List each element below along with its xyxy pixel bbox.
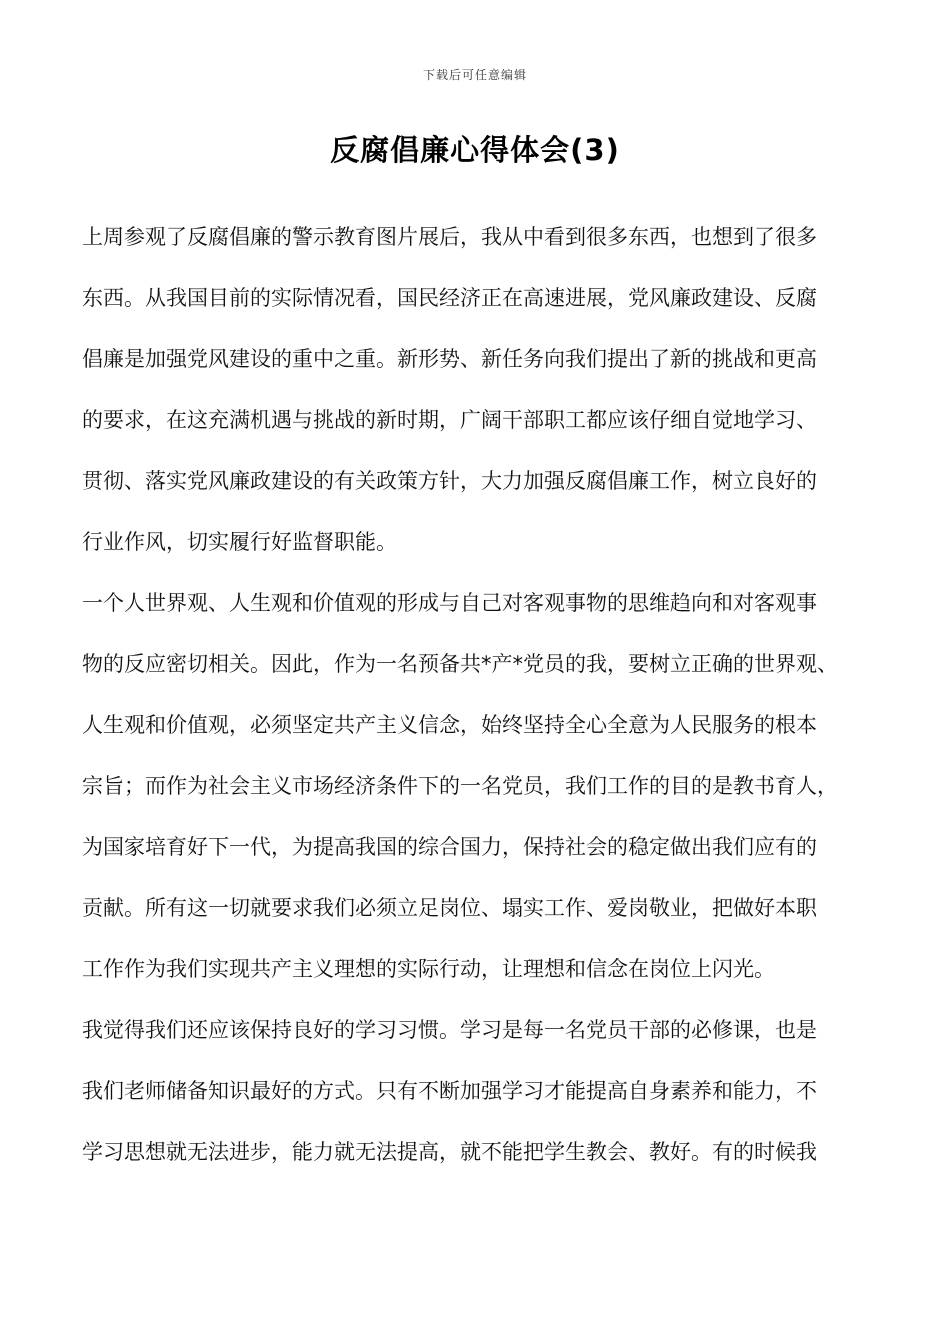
text-line: 的要求，在这充满机遇与挑战的新时期，广阔干部职工都应该仔细自觉地学习、	[82, 408, 817, 432]
text-line: 行业作风，切实履行好监督职能。	[82, 530, 397, 554]
text-line: 工作作为我们实现共产主义理想的实际行动，让理想和信念在岗位上闪光。	[82, 957, 775, 981]
text-line: 为国家培育好下一代，为提高我国的综合国力，保持社会的稳定做出我们应有的	[82, 835, 817, 859]
header-note: 下载后可任意编辑	[422, 68, 527, 82]
text-line: 上周参观了反腐倡廉的警示教育图片展后，我从中看到很多东西，也想到了很多	[82, 225, 817, 249]
document-body	[82, 215, 882, 1191]
text-line: 我觉得我们还应该保持良好的学习习惯。学习是每一名党员干部的必修课，也是	[82, 1018, 817, 1042]
text-line: 学习思想就无法进步，能力就无法提高，就不能把学生教会、教好。有的时候我	[82, 1140, 817, 1164]
text-line: 一个人世界观、人生观和价值观的形成与自己对客观事物的思维趋向和对客观事	[82, 591, 817, 615]
page-title: 反腐倡廉心得体会(3)	[330, 133, 620, 167]
text-line: 我们老师储备知识最好的方式。只有不断加强学习才能提高自身素养和能力，不	[82, 1079, 817, 1103]
text-line: 倡廉是加强党风建设的重中之重。新形势、新任务向我们提出了新的挑战和更高	[82, 347, 817, 371]
text-line: 人生观和价值观，必须坚定共产主义信念，始终坚持全心全意为人民服务的根本	[82, 713, 817, 737]
text-line: 贯彻、落实党风廉政建设的有关政策方针，大力加强反腐倡廉工作，树立良好的	[82, 469, 817, 493]
text-line: 贡献。所有这一切就要求我们必须立足岗位、塌实工作、爱岗敬业，把做好本职	[82, 896, 817, 920]
text-line: 东西。从我国目前的实际情况看，国民经济正在高速进展，党风廉政建设、反腐	[82, 286, 817, 310]
text-line: 宗旨；而作为社会主义市场经济条件下的一名党员，我们工作的目的是教书育人，	[82, 774, 838, 798]
text-line: 物的反应密切相关。因此，作为一名预备共*产*党员的我，要树立正确的世界观、	[82, 652, 838, 676]
